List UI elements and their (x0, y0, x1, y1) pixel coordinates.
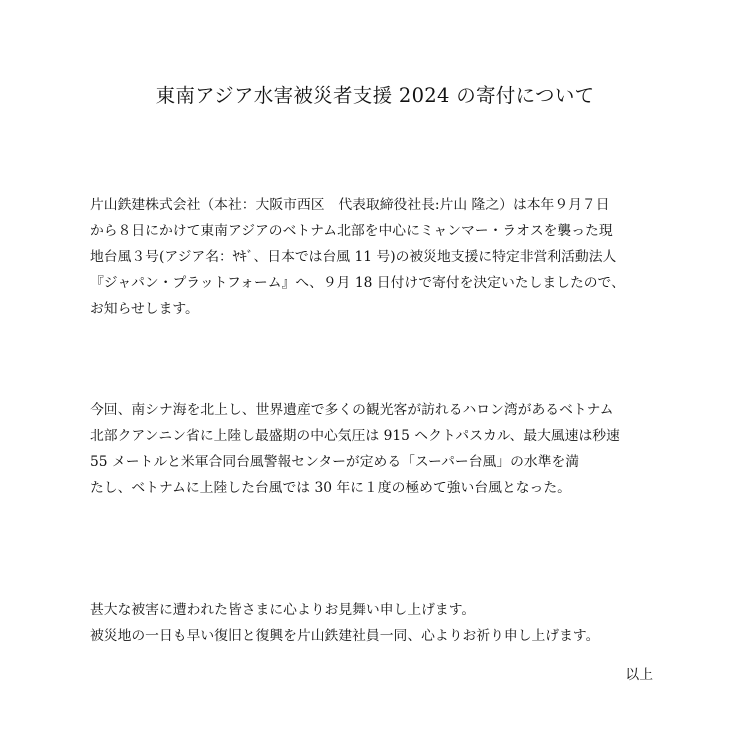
closing-remark: 以上 (625, 667, 653, 683)
paragraph-announcement (90, 192, 670, 322)
paragraph-condolences (90, 597, 670, 649)
paragraph-line: 今回、南シナ海を北上し、世界遺産で多くの観光客が訪れるハロン湾があるベトナム (90, 402, 614, 418)
paragraph-line: 被災地の一日も早い復旧と復興を片山鉄建社員一同、心よりお祈り申し上げます。 (90, 628, 600, 644)
paragraph-line: お知らせします。 (90, 301, 199, 317)
document-title: 東南アジア水害被災者支援 2024 の寄付について (155, 84, 595, 107)
paragraph-line: 地台風３号(アジア名：ﾔｷﾞ、日本では台風 11 号)の被災地支援に特定非営利活動法人 (90, 249, 617, 265)
paragraph-line: から８日にかけて東南アジアのベトナム北部を中心にミャンマー・ラオスを襲った現 (90, 223, 613, 239)
paragraph-line: 北部クアンニン省に上陸し最盛期の中心気圧は 915 ヘクトパスカル、最大風速は秒速 (90, 428, 620, 444)
paragraph-line: たし、ベトナムに上陸した台風では 30 年に１度の極めて強い台風となった。 (90, 480, 571, 496)
paragraph-line: 55 メートルと米軍合同台風警報センターが定める「スーパー台風」の水準を満 (90, 454, 580, 470)
paragraph-line: 片山鉄建株式会社（本社：大阪市西区 代表取締役社長:片山 隆之）は本年９月７日 (90, 197, 610, 213)
paragraph-typhoon-details (90, 397, 670, 501)
paragraph-line: 『ジャパン・プラットフォーム』へ、９月 18 日付けで寄付を決定いたしましたので、 (90, 275, 625, 291)
paragraph-line: 甚大な被害に遭われた皆さまに心よりお見舞い申し上げます。 (90, 602, 476, 618)
